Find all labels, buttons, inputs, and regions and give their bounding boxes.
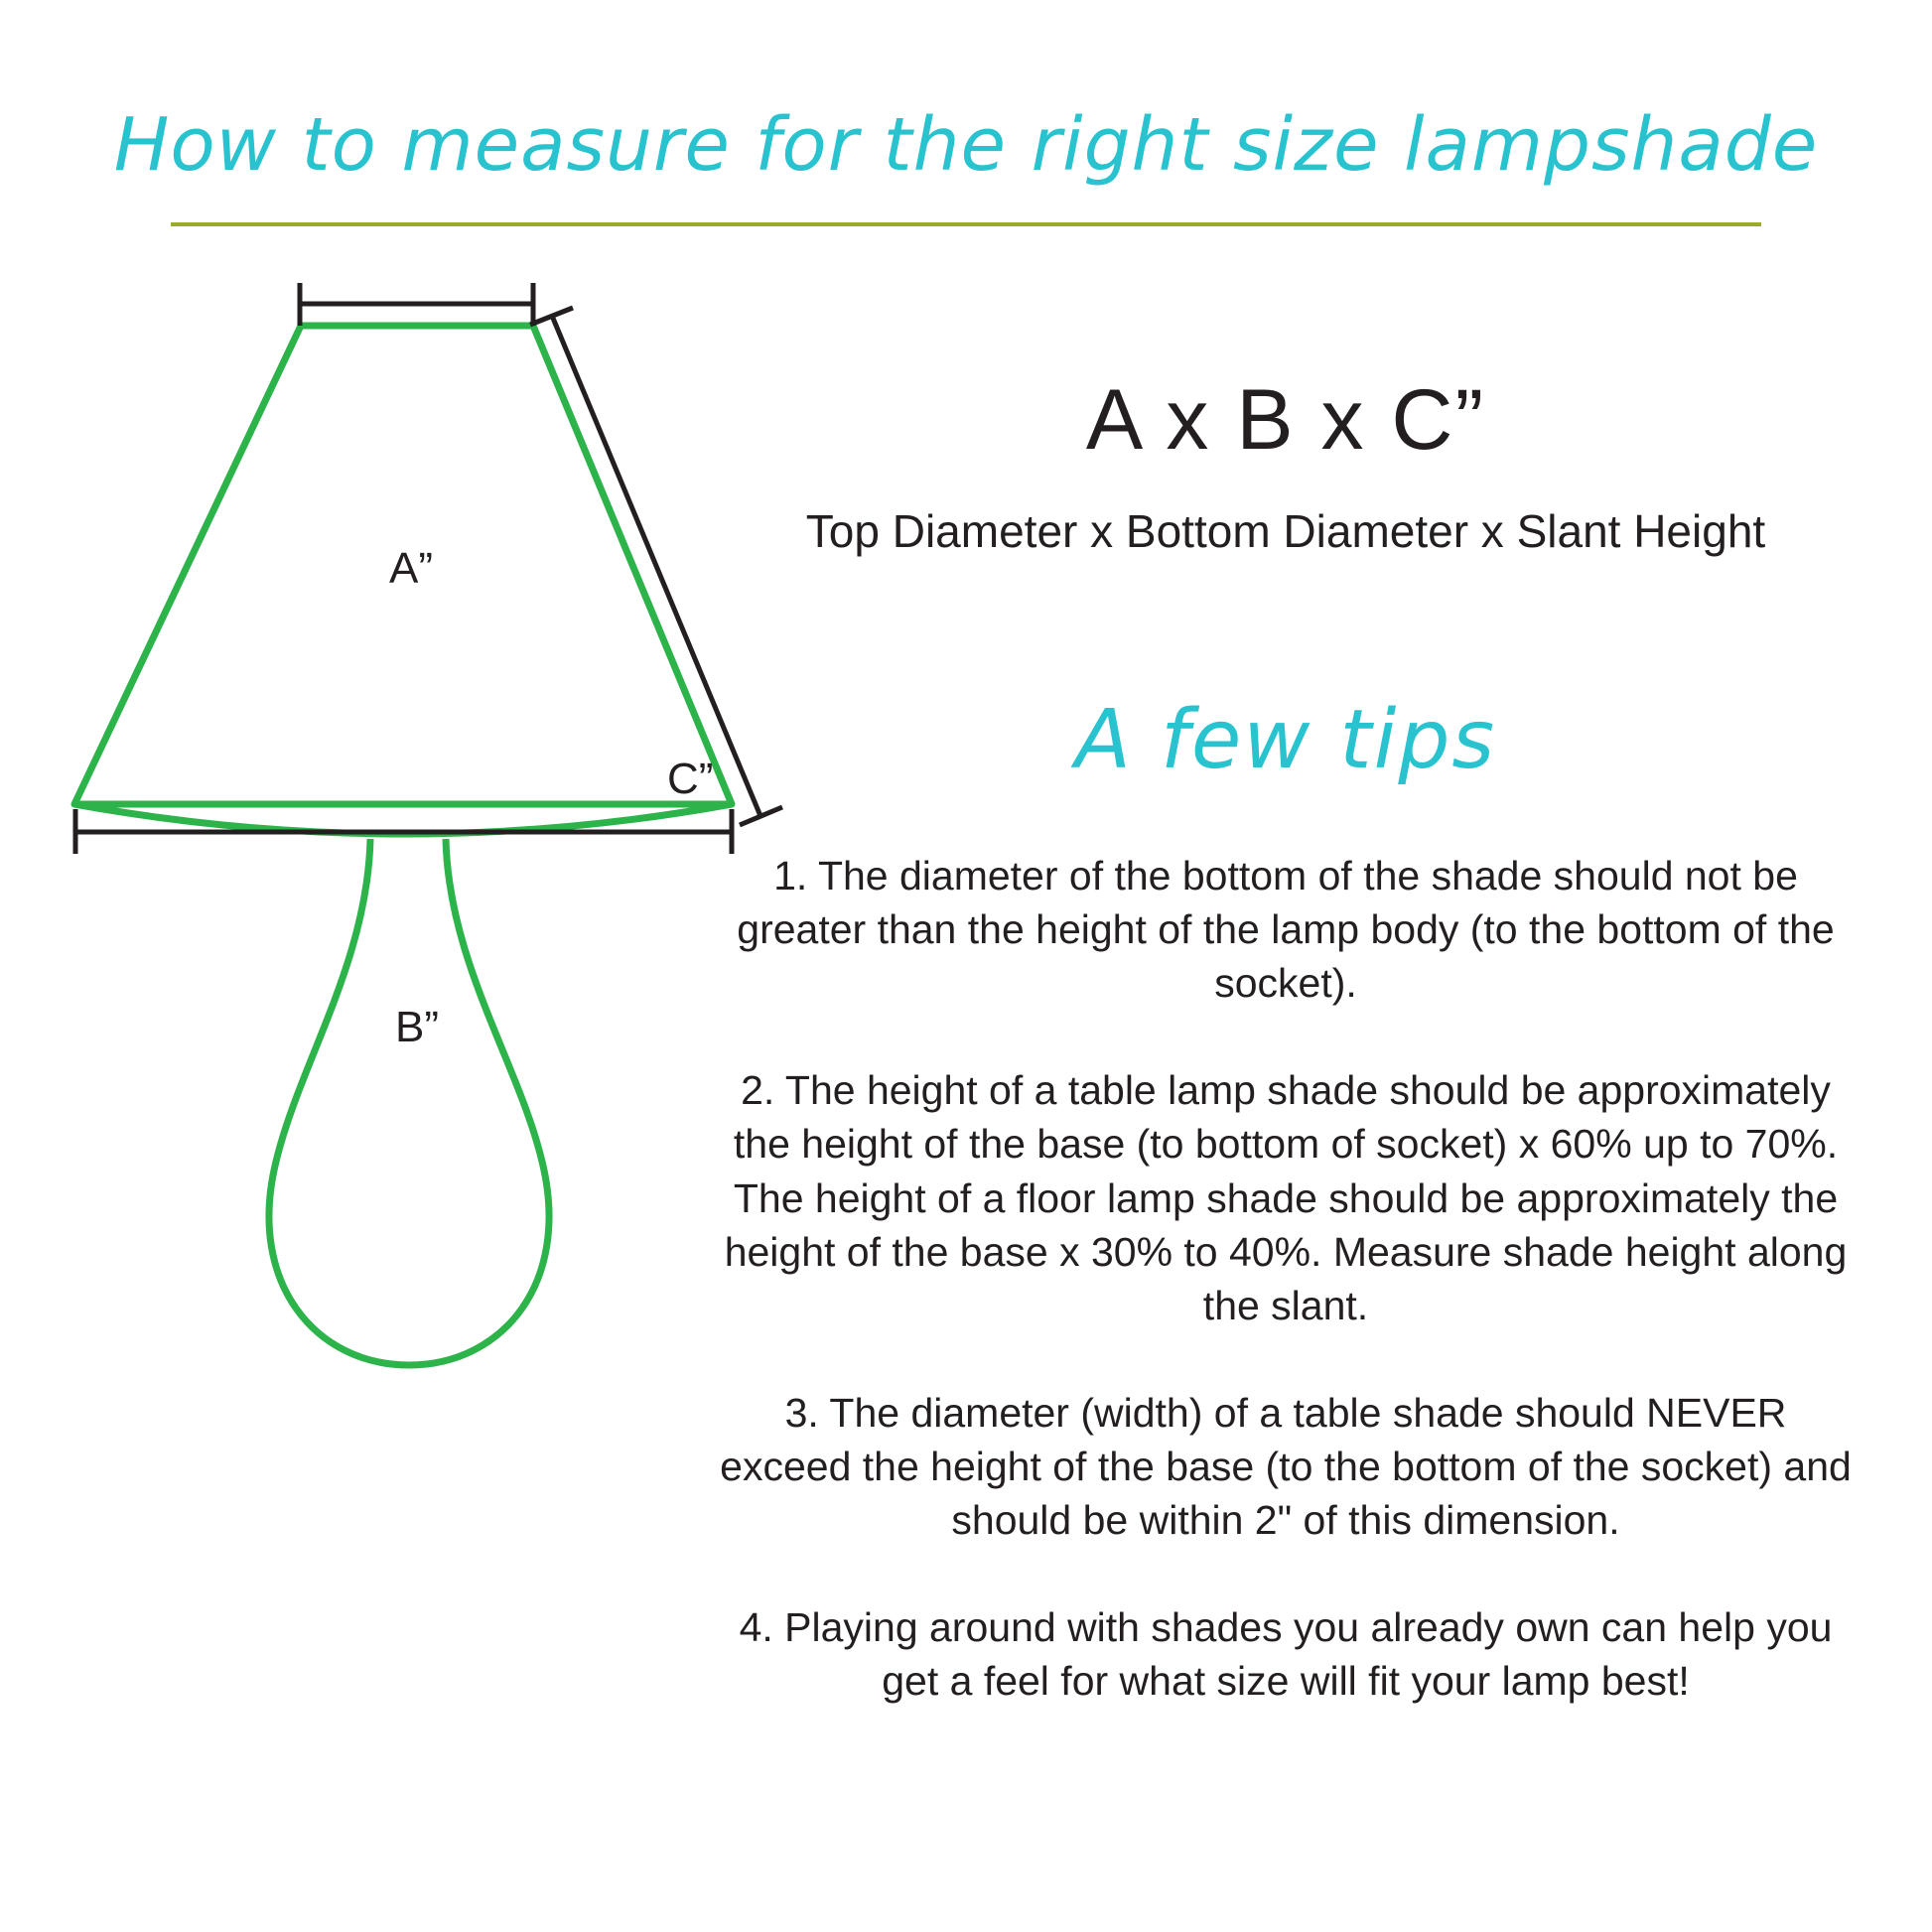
header bbox=[0, 102, 1932, 226]
formula-description: Top Diameter x Bottom Diameter x Slant Height bbox=[805, 505, 1766, 557]
dimension-line-b bbox=[75, 809, 732, 854]
tips-list bbox=[720, 849, 1852, 1708]
tip-item: 1. The diameter of the bottom of the shade should not be greater than the height of the lamp body (to the bottom of the socket). bbox=[737, 853, 1835, 1007]
tips-heading: A few tips bbox=[1074, 693, 1497, 787]
lamp-base-shape bbox=[269, 839, 549, 1365]
info-column bbox=[695, 372, 1876, 1708]
formula-expression: A x B x C” bbox=[1085, 372, 1486, 468]
page-title: How to measure for the right size lampshade bbox=[113, 102, 1819, 188]
label-slant-height: C” bbox=[667, 755, 714, 803]
tip-item: 4. Playing around with shades you already own can help you get a feel for what size will fit your lamp best! bbox=[739, 1604, 1833, 1705]
tip-item: 2. The height of a table lamp shade should be approximately the height of the base (to bottom of socket) x 60% up to 70%. The height of a floor lamp shade should be approximately the height of the base x 30% to 40%. Measure shade height along the slant. bbox=[724, 1067, 1848, 1328]
tip-item: 3. The diameter (width) of a table shade should NEVER exceed the height of the base (to the bottom of the socket) and should be within 2" of this dimension. bbox=[720, 1389, 1852, 1544]
title-divider bbox=[171, 222, 1761, 226]
label-top-diameter: A” bbox=[389, 544, 433, 593]
label-bottom-diameter: B” bbox=[395, 1003, 439, 1051]
dimension-line-a bbox=[300, 283, 533, 326]
